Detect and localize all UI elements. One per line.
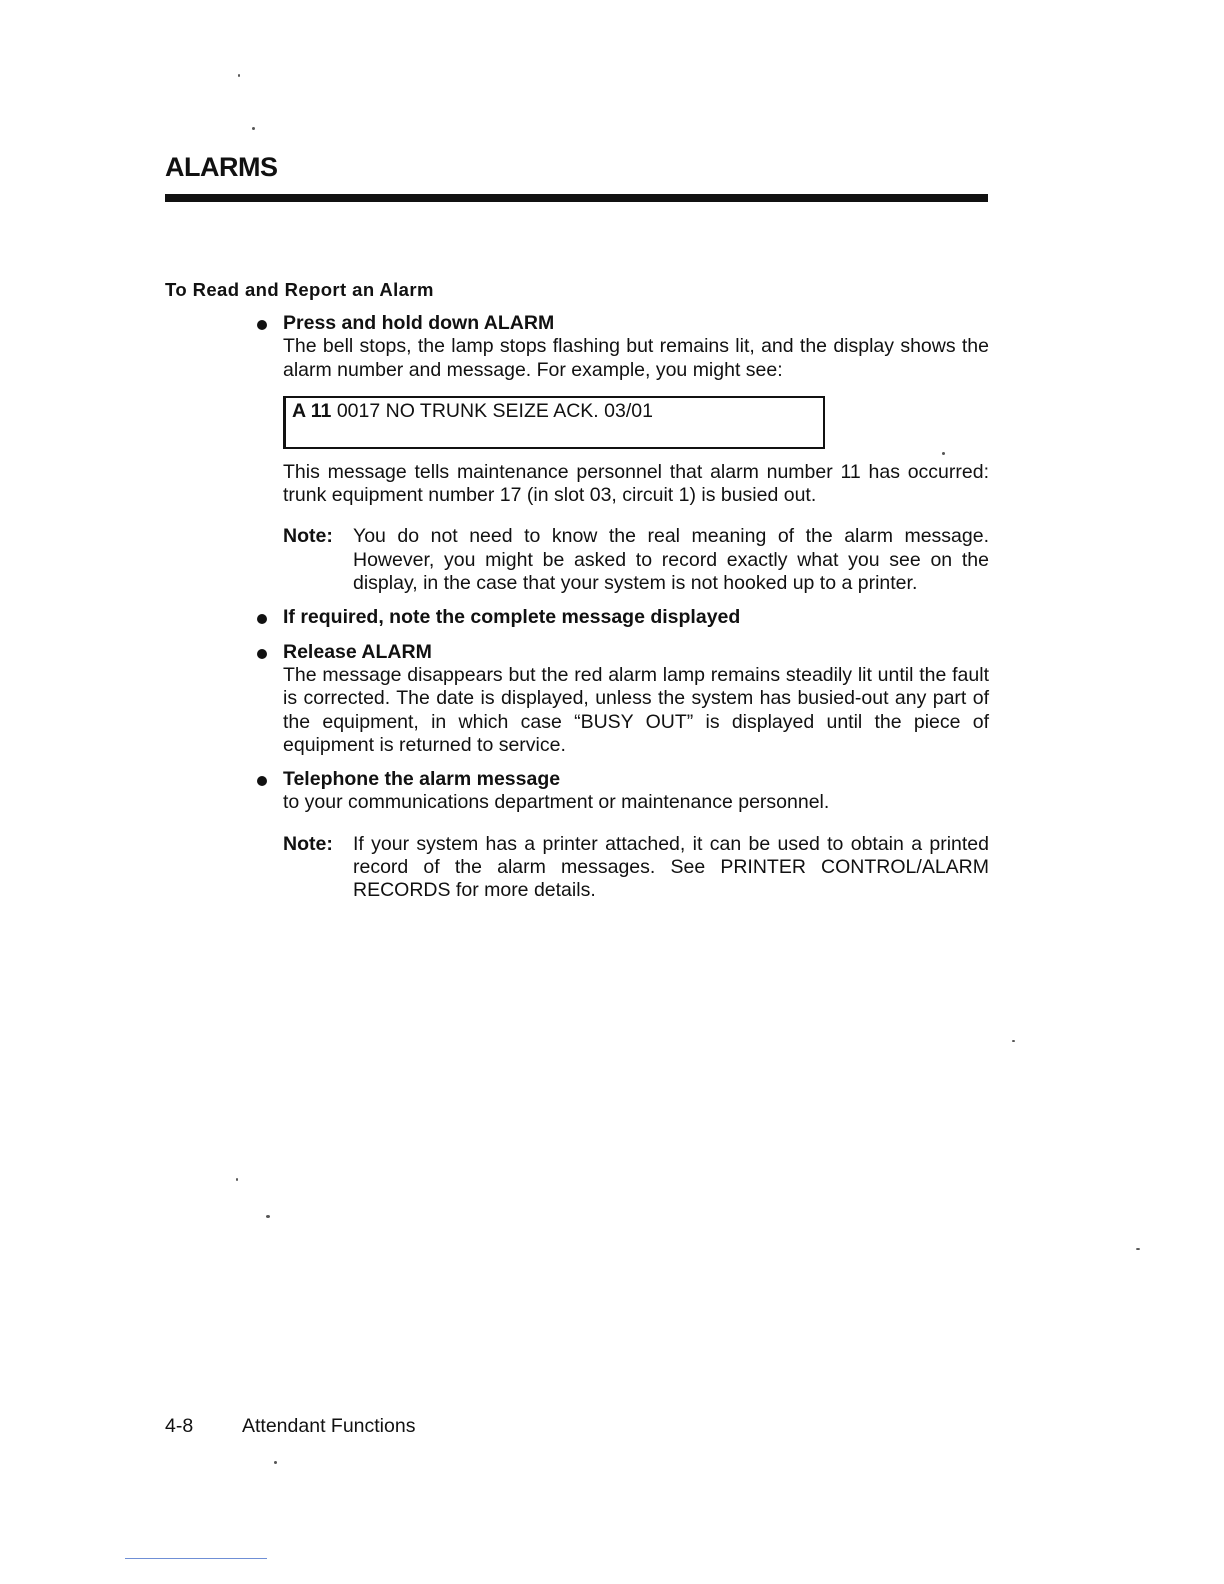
step-body: The bell stops, the lamp stops flashing but remains lit, and the display shows the alarm number and message. For example, you might see:	[283, 335, 989, 381]
step-body: The message disappears but the red alarm lamp remains steadily lit until the fault is corrected. The date is displayed, unless the system has busied-out any part of the equipment, in which case “BUSY OUT” is displayed until the piece of equipment is returned to service.	[283, 663, 989, 756]
bullet-icon	[257, 320, 267, 330]
scan-speck	[1136, 1248, 1140, 1250]
scan-speck	[942, 452, 945, 455]
procedure-content	[283, 312, 989, 903]
alarm-code: A 11	[292, 399, 332, 422]
scan-speck	[238, 74, 240, 77]
section-title: ALARMS	[165, 152, 278, 182]
step-title: Press and hold down ALARM	[283, 312, 555, 334]
scan-speck	[236, 1178, 238, 1181]
note-text: You do not need to know the real meaning of the alarm message. However, you might be asked to record exactly what you see on the display, in the case that your system is not hooked up to a printer.	[353, 525, 989, 595]
alarm-message: 0017 NO TRUNK SEIZE ACK. 03/01	[336, 399, 653, 422]
step-title: Release ALARM	[283, 640, 432, 663]
procedure-heading: To Read and Report an Alarm	[165, 279, 434, 300]
step-title: Telephone the alarm message	[283, 768, 561, 791]
note-text: If your system has a printer attached, it can be used to obtain a printed record of the alarm messages. See PRINTER CONTROL/ALARM RECORDS for more details.	[353, 832, 989, 902]
step-body: to your communications department or maintenance personnel.	[283, 791, 830, 814]
bullet-icon	[257, 614, 267, 624]
title-rule	[165, 194, 988, 202]
step-press-alarm	[283, 312, 989, 382]
scan-speck	[252, 127, 255, 130]
note-printer	[283, 833, 989, 903]
scan-speck	[1012, 1040, 1015, 1042]
bullet-icon	[257, 776, 267, 786]
note-display-meaning	[283, 525, 989, 595]
scan-speck	[266, 1215, 270, 1218]
chapter-name: Attendant Functions	[242, 1415, 416, 1437]
step-telephone-message	[283, 768, 989, 815]
note-label: Note:	[283, 525, 333, 548]
step-release-alarm	[283, 641, 989, 757]
step-title: If required, note the complete message displayed	[283, 606, 741, 629]
scan-artifact-line	[125, 1558, 267, 1559]
step-note-message	[283, 606, 989, 629]
page-number: 4-8	[165, 1415, 194, 1437]
note-label: Note:	[283, 832, 333, 855]
alarm-display-example	[283, 396, 825, 449]
scan-speck	[274, 1461, 277, 1464]
explanation-text: This message tells maintenance personnel that alarm number 11 has occurred: trunk equipment number 17 (in slot 03, circuit 1) is busied out.	[283, 460, 989, 507]
page-footer	[165, 1415, 415, 1438]
bullet-icon	[257, 649, 267, 659]
